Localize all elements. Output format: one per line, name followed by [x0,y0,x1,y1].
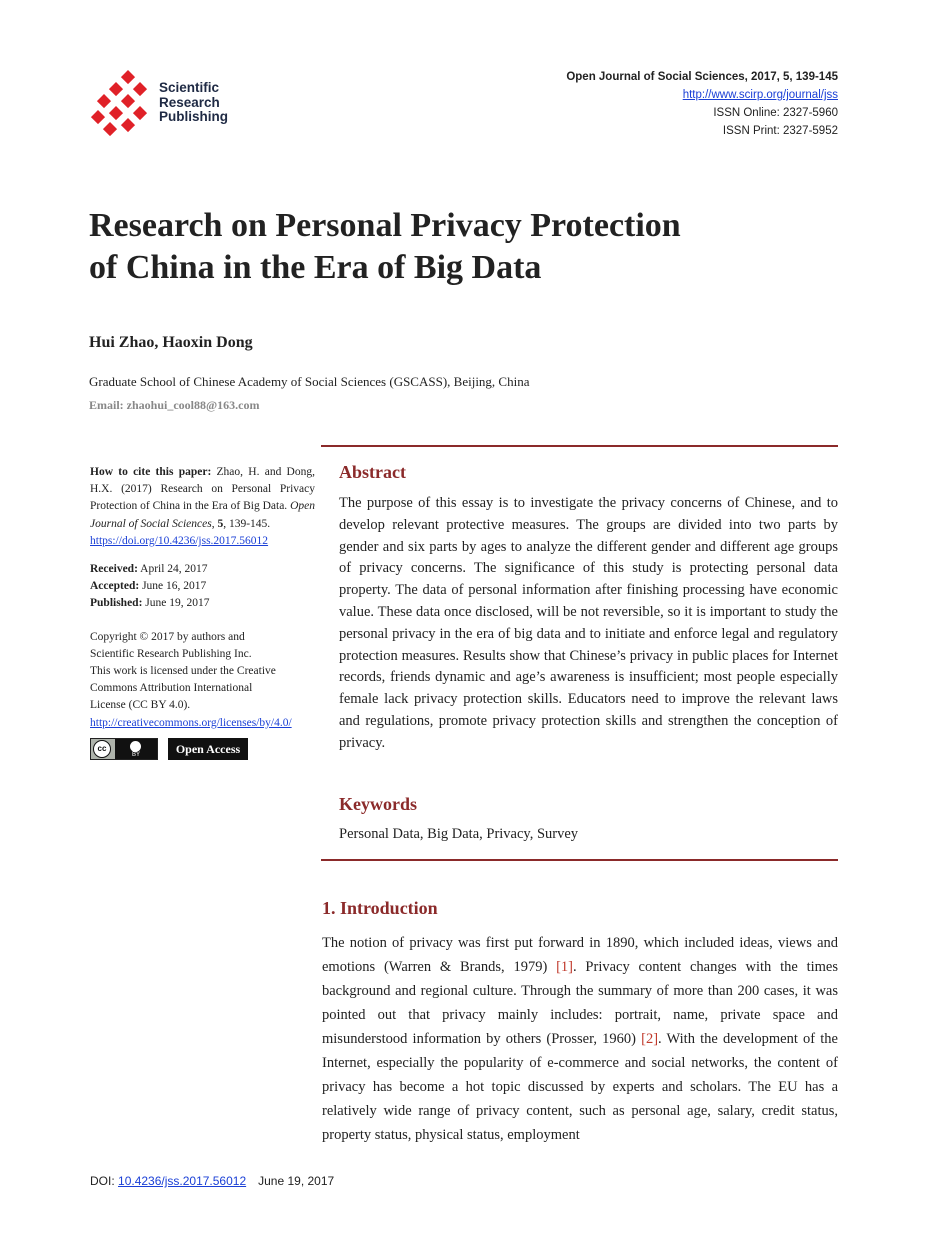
abstract-top-rule [321,445,838,447]
publisher-logo [90,66,270,138]
citation [90,464,315,550]
journal-url-link[interactable]: http://www.scirp.org/journal/jss [682,89,838,101]
intro-text-2: . Privacy content changes with the times background and regional culture. Through the summary of more than 200 cases, it was pointed out that privacy mainly includes: portrait, name, private space and misunderstood information by others (Prosser, 1960) [322,959,838,1047]
ref-link-1[interactable]: [1] [556,959,574,975]
ref-link-2[interactable]: [2] [641,1031,659,1047]
cite-comma: , [211,517,218,530]
cite-volume: 5 [217,517,224,530]
intro-heading: 1. Introduction [322,898,438,918]
journal-info [566,68,838,140]
diamond-logo-icon [90,66,158,138]
intro-paragraph [322,931,838,1147]
page-footer [90,1174,334,1188]
cc-by-badge[interactable] [90,738,158,760]
cite-pages: , 139-145. [223,517,271,530]
footer-date: June 19, 2017 [258,1174,335,1188]
accepted-label: Accepted: [90,580,140,593]
intro-text-3: . With the development of the Internet, especially the popularity of e-commerce and social networks, the content of privacy has become a hot topic discussed by experts and scholars. The EU has a relatively wide range of privacy content, such as personal age, salary, credit status, property status, physical status, employment [322,1031,838,1143]
by-label: BY [131,751,140,758]
logo-line-1: Scientific [159,80,220,95]
logo-line-3: Publishing [159,109,228,124]
journal-title: Open Journal of Social Sciences, 2017, 5, 139-145 [566,71,838,83]
logo-text [159,81,228,125]
license-link[interactable]: http://creativecommons.org/licenses/by/4.0/ [90,716,292,729]
sidebar [90,464,315,762]
received-date: April 24, 2017 [137,563,208,576]
accepted-date: June 16, 2017 [139,580,207,593]
open-access-badge: Open Access [168,738,248,760]
license-badges [90,738,315,762]
title-line-1: Research on Personal Privacy Protection [89,207,681,244]
keywords-text: Personal Data, Big Data, Privacy, Survey [339,826,579,842]
author-email: Email: zhaohui_cool88@163.com [89,398,260,412]
copyright-line-2: Scientific Research Publishing Inc. [90,647,252,660]
affiliation: Graduate School of Chinese Academy of Social Sciences (GSCASS), Beijing, China [89,374,530,389]
cite-label: How to cite this paper: [90,466,212,478]
license-line-1: This work is licensed under the Creative [90,665,276,678]
published-date: June 19, 2017 [142,597,210,610]
paper-title [89,205,809,289]
abstract-heading: Abstract [339,462,406,482]
by-icon [115,739,157,759]
issn-online: ISSN Online: 2327-5960 [713,107,838,119]
keywords-heading: Keywords [339,794,417,814]
license-line-3: License (CC BY 4.0). [90,699,191,712]
cite-text: Zhao, H. and Dong, H.X. (2017) Research on Personal Privacy Protection of China in the Era of Big Data. [90,466,315,513]
intro-text-1: The notion of privacy was first put forward in 1890, which included ideas, views and emotions (Warren & Brands, 1979) [322,935,838,975]
cite-doi-link[interactable]: https://doi.org/10.4236/jss.2017.56012 [90,534,269,547]
abstract-text: The purpose of this essay is to investigate the privacy concerns of Chinese, and to develop relevant protective measures. The groups are divided into two parts by gender and six parts by ages to analyze the different gender and different age groups of privacy concerns. The significance of this study is protecting personal data property. The data of personal information after finishing processing have economic value. These data once disclosed, will be not reversible, so it is important to study the personal privacy in the era of big data and to initiate and enforce legal and regulatory protection measures. Results show that Chinese’s privacy in public places for Internet records, friends dynamic and age’s awareness is insufficient; most people especially female lack privacy protection skills. Educators need to improve the relevant laws and regulations, promote privacy protection skills and strengthen the conception of privacy. [339,495,838,751]
copyright [90,629,315,732]
footer-doi-label: DOI: [90,1174,119,1188]
dates [90,561,315,613]
footer-doi-link[interactable]: 10.4236/jss.2017.56012 [118,1174,247,1188]
copyright-line-1: Copyright © 2017 by authors and [90,630,245,643]
authors: Hui Zhao, Haoxin Dong [89,334,253,351]
cc-icon: cc [93,740,111,758]
cite-journal: Open Journal of Social Sciences [90,500,315,530]
abstract-bottom-rule [321,859,838,861]
title-line-2: of China in the Era of Big Data [89,249,542,286]
license-line-2: Commons Attribution International [90,682,253,695]
received-label: Received: [90,563,138,576]
issn-print: ISSN Print: 2327-5952 [722,125,838,137]
published-label: Published: [90,597,143,610]
logo-line-2: Research [159,94,220,110]
